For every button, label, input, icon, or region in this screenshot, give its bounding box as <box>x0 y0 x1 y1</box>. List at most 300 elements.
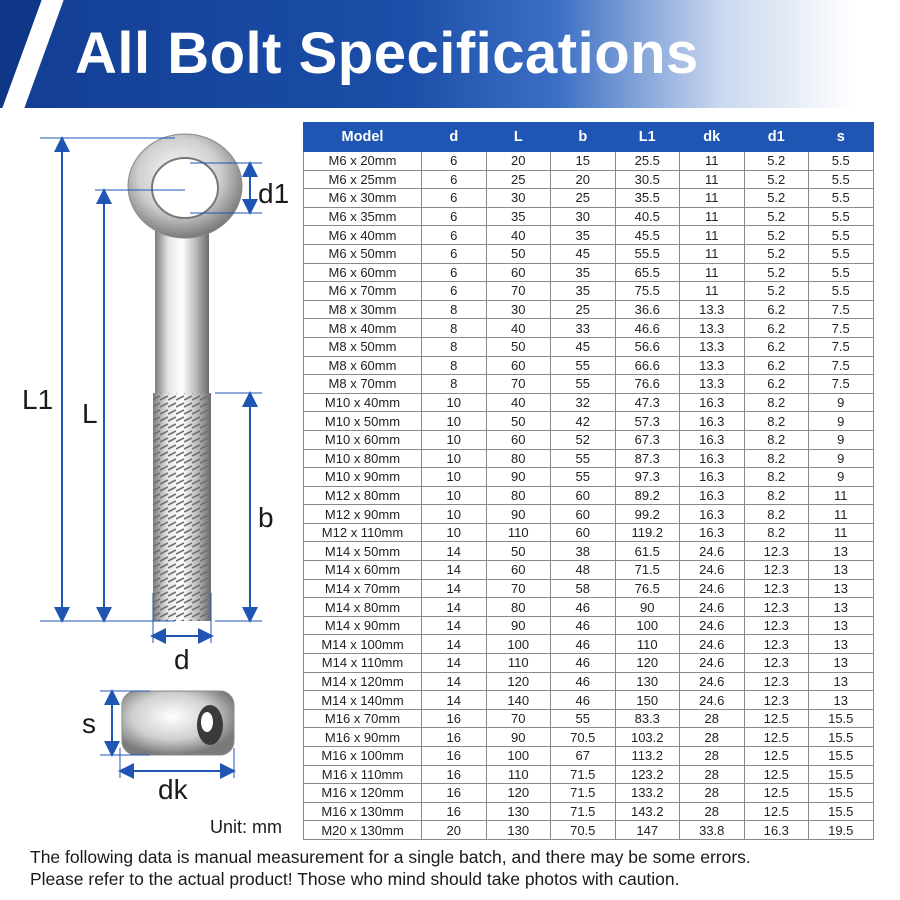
spec-cell: 7.5 <box>809 337 874 356</box>
spec-cell: 5.5 <box>809 244 874 263</box>
spec-cell: 45.5 <box>615 226 680 245</box>
spec-cell: 11 <box>680 282 745 301</box>
label-d: d <box>174 644 190 675</box>
page-title: All Bolt Specifications <box>75 21 699 86</box>
spec-cell: 10 <box>422 486 487 505</box>
spec-cell: 6 <box>422 226 487 245</box>
spec-cell: 80 <box>486 449 551 468</box>
spec-cell: 11 <box>680 207 745 226</box>
model-cell: M20 x 130mm <box>304 821 422 840</box>
spec-cell: 56.6 <box>615 337 680 356</box>
spec-cell: 5.5 <box>809 282 874 301</box>
table-row <box>304 691 874 710</box>
table-row <box>304 430 874 449</box>
header-cell: d1 <box>744 123 809 152</box>
spec-cell: 90 <box>486 616 551 635</box>
spec-cell: 6.2 <box>744 375 809 394</box>
spec-cell: 13.3 <box>680 375 745 394</box>
spec-cell: 50 <box>486 412 551 431</box>
spec-cell: 13 <box>809 635 874 654</box>
spec-cell: 11 <box>680 244 745 263</box>
table-row <box>304 207 874 226</box>
spec-cell: 36.6 <box>615 300 680 319</box>
spec-cell: 70 <box>486 375 551 394</box>
table-row <box>304 802 874 821</box>
spec-cell: 103.2 <box>615 728 680 747</box>
spec-cell: 12.5 <box>744 765 809 784</box>
spec-cell: 10 <box>422 430 487 449</box>
model-cell: M6 x 20mm <box>304 152 422 171</box>
model-cell: M6 x 60mm <box>304 263 422 282</box>
bolt-end-view <box>122 691 234 755</box>
spec-cell: 12.5 <box>744 747 809 766</box>
spec-cell: 14 <box>422 542 487 561</box>
spec-cell: 6 <box>422 152 487 171</box>
spec-cell: 58 <box>551 579 616 598</box>
model-cell: M14 x 120mm <box>304 672 422 691</box>
model-cell: M14 x 70mm <box>304 579 422 598</box>
header-cell: d <box>422 123 487 152</box>
spec-cell: 110 <box>486 523 551 542</box>
spec-cell: 60 <box>551 505 616 524</box>
model-cell: M16 x 100mm <box>304 747 422 766</box>
spec-cell: 47.3 <box>615 393 680 412</box>
spec-cell: 70.5 <box>551 728 616 747</box>
spec-cell: 11 <box>809 505 874 524</box>
spec-cell: 13 <box>809 691 874 710</box>
spec-cell: 11 <box>680 170 745 189</box>
table-row <box>304 486 874 505</box>
spec-cell: 8.2 <box>744 523 809 542</box>
spec-cell: 12.3 <box>744 542 809 561</box>
table-row <box>304 356 874 375</box>
spec-cell: 5.2 <box>744 263 809 282</box>
spec-cell: 8 <box>422 375 487 394</box>
spec-cell: 35 <box>551 226 616 245</box>
spec-cell: 7.5 <box>809 319 874 338</box>
model-cell: M16 x 70mm <box>304 709 422 728</box>
spec-cell: 16.3 <box>744 821 809 840</box>
spec-cell: 25 <box>551 300 616 319</box>
spec-cell: 55 <box>551 449 616 468</box>
spec-cell: 90 <box>486 468 551 487</box>
spec-cell: 5.5 <box>809 226 874 245</box>
spec-cell: 25.5 <box>615 152 680 171</box>
table-row <box>304 300 874 319</box>
spec-cell: 35.5 <box>615 189 680 208</box>
spec-cell: 55 <box>551 375 616 394</box>
model-cell: M12 x 80mm <box>304 486 422 505</box>
table-row <box>304 784 874 803</box>
model-cell: M8 x 70mm <box>304 375 422 394</box>
spec-cell: 55 <box>551 356 616 375</box>
spec-cell: 24.6 <box>680 616 745 635</box>
spec-cell: 38 <box>551 542 616 561</box>
spec-cell: 24.6 <box>680 691 745 710</box>
label-b: b <box>258 502 274 533</box>
spec-cell: 8 <box>422 319 487 338</box>
spec-cell: 16 <box>422 747 487 766</box>
spec-cell: 24.6 <box>680 542 745 561</box>
spec-cell: 35 <box>486 207 551 226</box>
model-cell: M16 x 90mm <box>304 728 422 747</box>
spec-cell: 14 <box>422 579 487 598</box>
model-cell: M6 x 70mm <box>304 282 422 301</box>
spec-cell: 13 <box>809 654 874 673</box>
spec-cell: 16.3 <box>680 412 745 431</box>
spec-cell: 16 <box>422 802 487 821</box>
model-cell: M10 x 40mm <box>304 393 422 412</box>
spec-cell: 16.3 <box>680 505 745 524</box>
spec-cell: 11 <box>680 152 745 171</box>
label-s: s <box>82 708 96 739</box>
table-row <box>304 505 874 524</box>
spec-cell: 5.2 <box>744 244 809 263</box>
spec-cell: 13.3 <box>680 300 745 319</box>
spec-cell: 10 <box>422 505 487 524</box>
spec-cell: 60 <box>486 263 551 282</box>
spec-cell: 10 <box>422 468 487 487</box>
spec-cell: 16.3 <box>680 449 745 468</box>
table-row <box>304 821 874 840</box>
spec-cell: 15.5 <box>809 784 874 803</box>
spec-cell: 67.3 <box>615 430 680 449</box>
spec-cell: 80 <box>486 598 551 617</box>
spec-cell: 13 <box>809 598 874 617</box>
model-cell: M8 x 60mm <box>304 356 422 375</box>
spec-cell: 46 <box>551 598 616 617</box>
spec-cell: 13.3 <box>680 356 745 375</box>
table-row <box>304 412 874 431</box>
spec-cell: 24.6 <box>680 561 745 580</box>
spec-cell: 55 <box>551 468 616 487</box>
table-row <box>304 598 874 617</box>
label-d1: d1 <box>258 178 290 209</box>
spec-cell: 6 <box>422 189 487 208</box>
spec-cell: 12.3 <box>744 654 809 673</box>
spec-cell: 140 <box>486 691 551 710</box>
spec-cell: 12.5 <box>744 709 809 728</box>
spec-cell: 5.2 <box>744 170 809 189</box>
spec-cell: 50 <box>486 337 551 356</box>
spec-cell: 42 <box>551 412 616 431</box>
spec-cell: 46 <box>551 691 616 710</box>
spec-cell: 133.2 <box>615 784 680 803</box>
table-row <box>304 244 874 263</box>
spec-cell: 12.3 <box>744 691 809 710</box>
spec-cell: 15.5 <box>809 802 874 821</box>
spec-cell: 30 <box>486 300 551 319</box>
spec-cell: 14 <box>422 654 487 673</box>
header-cell: b <box>551 123 616 152</box>
disclaimer-line-1: The following data is manual measurement for a single batch, and there may be some errors. <box>30 847 751 867</box>
spec-cell: 10 <box>422 393 487 412</box>
spec-cell: 5.5 <box>809 189 874 208</box>
spec-cell: 130 <box>615 672 680 691</box>
spec-cell: 5.2 <box>744 282 809 301</box>
table-row <box>304 468 874 487</box>
spec-cell: 90 <box>615 598 680 617</box>
bolt-eye <box>128 134 242 238</box>
table-row <box>304 747 874 766</box>
table-row <box>304 654 874 673</box>
spec-table <box>303 122 874 840</box>
table-row <box>304 616 874 635</box>
spec-cell: 52 <box>551 430 616 449</box>
spec-cell: 20 <box>551 170 616 189</box>
spec-cell: 67 <box>551 747 616 766</box>
spec-cell: 12.5 <box>744 784 809 803</box>
spec-cell: 5.5 <box>809 152 874 171</box>
spec-cell: 120 <box>486 784 551 803</box>
spec-cell: 143.2 <box>615 802 680 821</box>
spec-cell: 55 <box>551 709 616 728</box>
spec-cell: 10 <box>422 523 487 542</box>
spec-cell: 6.2 <box>744 356 809 375</box>
model-cell: M16 x 120mm <box>304 784 422 803</box>
spec-cell: 8.2 <box>744 486 809 505</box>
table-row <box>304 579 874 598</box>
spec-cell: 123.2 <box>615 765 680 784</box>
spec-cell: 89.2 <box>615 486 680 505</box>
spec-cell: 5.2 <box>744 226 809 245</box>
spec-cell: 12.3 <box>744 635 809 654</box>
spec-cell: 55.5 <box>615 244 680 263</box>
table-row <box>304 523 874 542</box>
spec-cell: 46 <box>551 654 616 673</box>
spec-cell: 28 <box>680 709 745 728</box>
spec-cell: 13 <box>809 579 874 598</box>
bolt-diagram <box>0 108 300 848</box>
spec-cell: 19.5 <box>809 821 874 840</box>
spec-cell: 7.5 <box>809 375 874 394</box>
table-row <box>304 635 874 654</box>
spec-cell: 60 <box>486 561 551 580</box>
spec-cell: 20 <box>486 152 551 171</box>
table-row <box>304 319 874 338</box>
spec-cell: 8.2 <box>744 430 809 449</box>
model-cell: M14 x 110mm <box>304 654 422 673</box>
spec-cell: 13 <box>809 616 874 635</box>
table-row <box>304 263 874 282</box>
spec-cell: 16.3 <box>680 430 745 449</box>
spec-cell: 14 <box>422 598 487 617</box>
spec-cell: 24.6 <box>680 654 745 673</box>
spec-cell: 5.2 <box>744 189 809 208</box>
header-row <box>304 123 874 152</box>
header-cell: Model <box>304 123 422 152</box>
table-row <box>304 542 874 561</box>
spec-cell: 35 <box>551 263 616 282</box>
spec-cell: 57.3 <box>615 412 680 431</box>
spec-cell: 50 <box>486 542 551 561</box>
spec-cell: 100 <box>486 635 551 654</box>
spec-cell: 45 <box>551 244 616 263</box>
spec-cell: 120 <box>486 672 551 691</box>
spec-cell: 71.5 <box>551 784 616 803</box>
spec-cell: 147 <box>615 821 680 840</box>
spec-cell: 12.5 <box>744 728 809 747</box>
spec-cell: 60 <box>486 430 551 449</box>
spec-cell: 16 <box>422 709 487 728</box>
table-row <box>304 728 874 747</box>
spec-cell: 60 <box>486 356 551 375</box>
spec-cell: 40.5 <box>615 207 680 226</box>
spec-cell: 7.5 <box>809 356 874 375</box>
bolt-drawing <box>0 108 300 848</box>
spec-cell: 24.6 <box>680 598 745 617</box>
label-L1: L1 <box>22 384 54 415</box>
spec-cell: 13.3 <box>680 319 745 338</box>
header-cell: s <box>809 123 874 152</box>
spec-cell: 14 <box>422 616 487 635</box>
model-cell: M14 x 100mm <box>304 635 422 654</box>
table-row <box>304 226 874 245</box>
spec-cell: 61.5 <box>615 542 680 561</box>
spec-cell: 9 <box>809 430 874 449</box>
spec-cell: 24.6 <box>680 635 745 654</box>
spec-cell: 71.5 <box>551 765 616 784</box>
spec-cell: 12.3 <box>744 672 809 691</box>
spec-cell: 15.5 <box>809 747 874 766</box>
spec-cell: 75.5 <box>615 282 680 301</box>
header-cell: L <box>486 123 551 152</box>
spec-cell: 25 <box>551 189 616 208</box>
model-cell: M12 x 110mm <box>304 523 422 542</box>
spec-cell: 100 <box>486 747 551 766</box>
model-cell: M16 x 130mm <box>304 802 422 821</box>
spec-cell: 45 <box>551 337 616 356</box>
spec-cell: 90 <box>486 505 551 524</box>
spec-cell: 6 <box>422 244 487 263</box>
spec-cell: 130 <box>486 802 551 821</box>
spec-cell: 46 <box>551 635 616 654</box>
spec-cell: 119.2 <box>615 523 680 542</box>
model-cell: M14 x 80mm <box>304 598 422 617</box>
spec-cell: 13.3 <box>680 337 745 356</box>
table-row <box>304 189 874 208</box>
model-cell: M14 x 140mm <box>304 691 422 710</box>
table-row <box>304 672 874 691</box>
spec-cell: 12.5 <box>744 802 809 821</box>
model-cell: M10 x 60mm <box>304 430 422 449</box>
label-dk: dk <box>158 774 188 805</box>
spec-cell: 40 <box>486 319 551 338</box>
spec-cell: 15.5 <box>809 765 874 784</box>
spec-cell: 14 <box>422 691 487 710</box>
spec-cell: 9 <box>809 412 874 431</box>
spec-cell: 8 <box>422 337 487 356</box>
spec-cell: 33 <box>551 319 616 338</box>
spec-cell: 120 <box>615 654 680 673</box>
spec-cell: 150 <box>615 691 680 710</box>
spec-cell: 110 <box>486 654 551 673</box>
model-cell: M8 x 50mm <box>304 337 422 356</box>
table-row <box>304 765 874 784</box>
spec-cell: 70 <box>486 709 551 728</box>
spec-cell: 80 <box>486 486 551 505</box>
spec-cell: 24.6 <box>680 579 745 598</box>
table-row <box>304 152 874 171</box>
bolt-shank <box>155 218 209 398</box>
spec-cell: 11 <box>680 226 745 245</box>
model-cell: M14 x 60mm <box>304 561 422 580</box>
unit-label: Unit: mm <box>210 817 282 837</box>
spec-cell: 113.2 <box>615 747 680 766</box>
spec-cell: 70 <box>486 579 551 598</box>
label-L: L <box>82 398 98 429</box>
spec-cell: 5.5 <box>809 263 874 282</box>
spec-cell: 12.3 <box>744 561 809 580</box>
spec-table-body <box>304 152 874 840</box>
spec-cell: 46.6 <box>615 319 680 338</box>
spec-cell: 8 <box>422 300 487 319</box>
model-cell: M6 x 50mm <box>304 244 422 263</box>
spec-cell: 71.5 <box>551 802 616 821</box>
spec-cell: 16.3 <box>680 468 745 487</box>
title-banner <box>0 0 900 108</box>
spec-cell: 66.6 <box>615 356 680 375</box>
spec-cell: 10 <box>422 412 487 431</box>
header-cell: dk <box>680 123 745 152</box>
spec-cell: 8.2 <box>744 393 809 412</box>
header-cell: L1 <box>615 123 680 152</box>
spec-cell: 11 <box>809 486 874 505</box>
spec-cell: 12.3 <box>744 579 809 598</box>
spec-cell: 16.3 <box>680 523 745 542</box>
spec-cell: 15.5 <box>809 728 874 747</box>
spec-cell: 83.3 <box>615 709 680 728</box>
table-row <box>304 561 874 580</box>
spec-cell: 11 <box>680 263 745 282</box>
table-row <box>304 375 874 394</box>
spec-cell: 24.6 <box>680 672 745 691</box>
spec-cell: 16 <box>422 784 487 803</box>
model-cell: M12 x 90mm <box>304 505 422 524</box>
spec-cell: 8.2 <box>744 449 809 468</box>
spec-table-header <box>304 123 874 152</box>
spec-cell: 46 <box>551 672 616 691</box>
spec-cell: 11 <box>680 189 745 208</box>
spec-cell: 16 <box>422 728 487 747</box>
spec-cell: 130 <box>486 821 551 840</box>
spec-cell: 76.5 <box>615 579 680 598</box>
spec-cell: 6 <box>422 263 487 282</box>
spec-cell: 9 <box>809 393 874 412</box>
spec-cell: 40 <box>486 393 551 412</box>
spec-cell: 5.2 <box>744 152 809 171</box>
spec-cell: 14 <box>422 635 487 654</box>
spec-cell: 90 <box>486 728 551 747</box>
spec-cell: 30 <box>551 207 616 226</box>
model-cell: M16 x 110mm <box>304 765 422 784</box>
model-cell: M8 x 40mm <box>304 319 422 338</box>
model-cell: M10 x 90mm <box>304 468 422 487</box>
spec-cell: 76.6 <box>615 375 680 394</box>
table-row <box>304 449 874 468</box>
spec-cell: 60 <box>551 523 616 542</box>
spec-cell: 8.2 <box>744 468 809 487</box>
spec-cell: 46 <box>551 616 616 635</box>
spec-cell: 35 <box>551 282 616 301</box>
spec-cell: 14 <box>422 561 487 580</box>
spec-cell: 13 <box>809 672 874 691</box>
spec-cell: 28 <box>680 728 745 747</box>
model-cell: M10 x 50mm <box>304 412 422 431</box>
spec-cell: 5.5 <box>809 170 874 189</box>
spec-cell: 10 <box>422 449 487 468</box>
spec-cell: 97.3 <box>615 468 680 487</box>
